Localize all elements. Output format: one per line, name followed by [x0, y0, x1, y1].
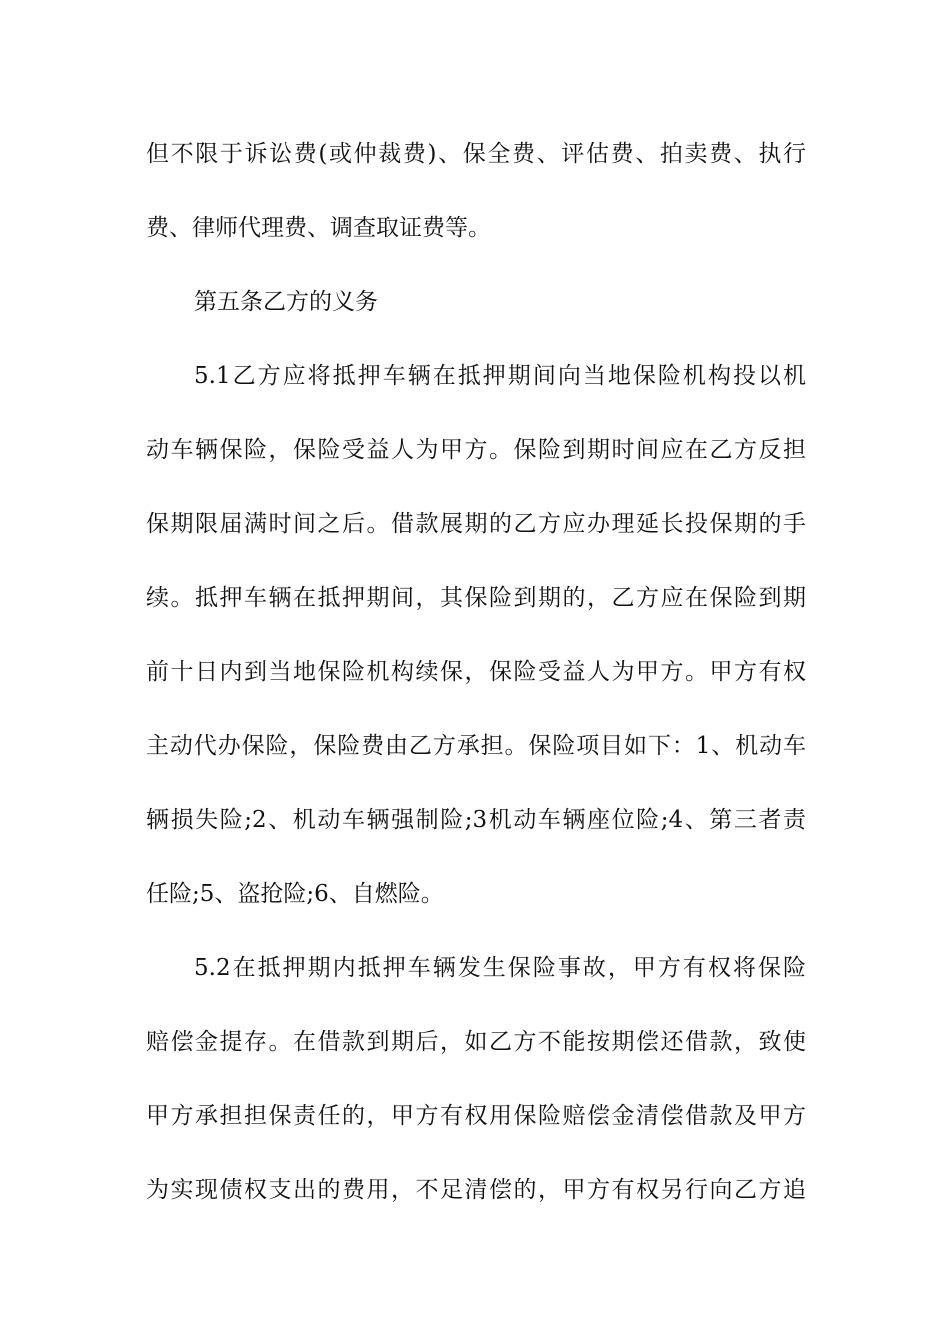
paragraph-line: 5.1乙方应将抵押车辆在抵押期间向当地保险机构投以机	[194, 363, 806, 389]
paragraph-line: 但不限于诉讼费(或仲裁费)、保全费、评估费、拍卖费、执行	[146, 141, 806, 167]
paragraph-line: 续。抵押车辆在抵押期间，其保险到期的，乙方应在保险到期	[146, 585, 806, 611]
paragraph-line: 任险;5、盗抢险;6、自燃险。	[146, 881, 444, 907]
paragraph-line: 费、律师代理费、调查取证费等。	[146, 215, 491, 241]
section-heading: 第五条乙方的义务	[194, 289, 378, 315]
paragraph-line: 5.2在抵押期内抵押车辆发生保险事故，甲方有权将保险	[194, 955, 806, 981]
paragraph-line: 动车辆保险，保险受益人为甲方。保险到期时间应在乙方反担	[146, 437, 806, 463]
paragraph-line: 甲方承担担保责任的，甲方有权用保险赔偿金清偿借款及甲方	[146, 1103, 806, 1129]
paragraph-line: 主动代办保险，保险费由乙方承担。保险项目如下：1、机动车	[146, 733, 806, 759]
paragraph-line: 为实现债权支出的费用，不足清偿的，甲方有权另行向乙方追	[146, 1177, 806, 1203]
paragraph-line: 辆损失险;2、机动车辆强制险;3机动车辆座位险;4、第三者责	[146, 807, 806, 833]
paragraph-line: 前十日内到当地保险机构续保，保险受益人为甲方。甲方有权	[146, 659, 806, 685]
paragraph-line: 保期限届满时间之后。借款展期的乙方应办理延长投保期的手	[146, 511, 806, 537]
paragraph-line: 赔偿金提存。在借款到期后，如乙方不能按期偿还借款，致使	[146, 1029, 806, 1055]
